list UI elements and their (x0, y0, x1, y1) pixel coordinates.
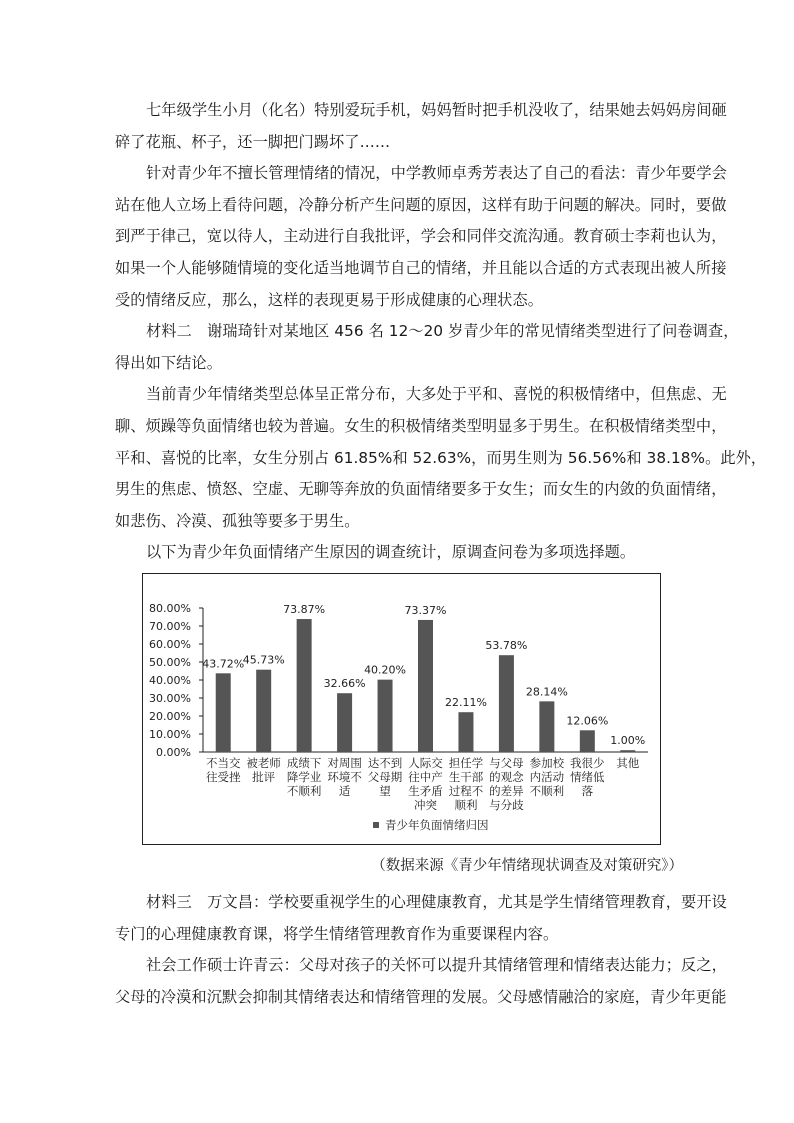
bar (499, 655, 514, 752)
x-tick-label: 批评 (252, 770, 276, 784)
x-tick-label: 的观念 (489, 770, 524, 784)
bar (256, 670, 271, 752)
text-line: 碎了花瓶、杯子，还一脚把门踢坏了…… (115, 132, 391, 151)
x-tick-label: 与父母 (489, 756, 524, 770)
data-label: 73.37% (404, 603, 447, 617)
x-tick-label: 生干部 (448, 770, 484, 784)
bar (418, 620, 433, 752)
text-line: 材料三 万文昌：学校要重视学生的心理健康教育，尤其是学生情绪管理教育，要开设 (146, 893, 727, 911)
x-tick-label: 与分歧 (489, 798, 524, 812)
chart-canvas (143, 574, 659, 843)
data-label: 73.87% (283, 603, 326, 617)
data-label: 40.20% (364, 663, 407, 677)
x-tick-label: 过程不 (448, 784, 484, 798)
text-line: 如果一个人能够随情境的变化适当地调节自己的情绪，并且能以合适的方式表现出被人所接 (115, 258, 727, 277)
x-tick-label: 担任学 (448, 756, 484, 770)
data-label: 12.06% (566, 714, 609, 728)
bar (297, 619, 312, 752)
paragraph-5 (115, 537, 683, 569)
x-tick-label: 冲突 (414, 798, 437, 812)
x-tick-label: 我很少 (570, 756, 605, 770)
data-label: 32.66% (323, 677, 366, 691)
x-tick-label: 父母期 (367, 770, 403, 784)
x-tick-label: 人际交 (408, 756, 443, 770)
text-line: 如悲伤、冷漠、孤独等要多于男生。 (115, 511, 360, 530)
text-block-bottom (115, 887, 727, 1013)
text-block-top (115, 95, 767, 569)
text-line: 到严于律己，宽以待人，主动进行自我批评，学会和同伴交流沟通。教育硕士李莉也认为， (115, 227, 727, 246)
bar (378, 680, 393, 752)
x-tick-label: 往受挫 (205, 770, 241, 784)
data-label: 28.14% (525, 685, 568, 699)
y-tick-label: 40.00% (149, 674, 191, 687)
legend-label: 青少年负面情绪归因 (385, 818, 489, 832)
y-tick-label: 20.00% (149, 710, 191, 723)
bar-chart (142, 573, 661, 845)
text-line: 当前青少年情绪类型总体呈正常分布，大多处于平和、喜悦的积极情绪中，但焦虑、无 (146, 385, 727, 404)
paragraph-2 (115, 158, 727, 316)
x-tick-label: 生矛盾 (408, 784, 443, 798)
paragraph-4 (115, 379, 767, 537)
x-tick-label: 顺利 (454, 798, 478, 812)
y-tick-label: 60.00% (149, 638, 191, 651)
x-tick-label: 不顺利 (286, 784, 322, 798)
x-tick-label: 落 (581, 784, 594, 798)
text-line: 得出如下结论。 (115, 353, 223, 372)
bar (620, 750, 635, 752)
y-tick-label: 30.00% (149, 692, 191, 705)
text-line: 针对青少年不擅长管理情绪的情况，中学教师卓秀芳表达了自己的看法：青少年要学会 (146, 164, 727, 183)
x-tick-label: 内活动 (529, 770, 565, 784)
x-tick-label: 被老师 (246, 756, 281, 770)
x-tick-label: 成绩下 (286, 756, 322, 770)
x-tick-label: 环境不 (327, 770, 362, 784)
text-line: 平和、喜悦的比率，女生分别占 61.85%和 52.63%，而男生则为 56.56%和 38.18%。此外， (115, 448, 767, 467)
paragraph-1 (115, 95, 727, 158)
text-line: 聊、烦躁等负面情绪也较为普遍。女生的积极情绪类型明显多于男生。在积极情绪类型中， (115, 416, 727, 435)
x-tick-label: 不顺利 (529, 784, 565, 798)
text-line: 男生的焦虑、愤怒、空虚、无聊等奔放的负面情绪要多于女生；而女生的内敛的负面情绪， (115, 480, 727, 499)
bar (216, 673, 231, 752)
y-tick-label: 50.00% (149, 656, 191, 669)
data-label: 43.72% (202, 657, 245, 671)
text-line: 社会工作硕士许青云：父母对孩子的关怀可以提升其情绪管理和情绪表达能力；反之， (146, 956, 727, 975)
text-line: 站在他人立场上看待问题，冷静分析产生问题的原因，这样有助于问题的解决。同时，要做 (115, 195, 727, 214)
x-tick-label: 对周围 (327, 756, 362, 770)
data-label: 1.00% (610, 734, 646, 748)
x-tick-label: 往中产 (408, 770, 443, 784)
text-line: 材料二 谢瑞琦针对某地区 456 名 12～20 岁青少年的常见情绪类型进行了问卷调查， (146, 322, 739, 341)
text-line: 以下为青少年负面情绪产生原因的调查统计，原调查问卷为多项选择题。 (146, 543, 636, 562)
x-tick-label: 的差异 (489, 784, 524, 798)
y-tick-label: 10.00% (149, 728, 191, 741)
x-tick-label: 降学业 (286, 770, 322, 784)
y-tick-label: 0.00% (156, 746, 191, 759)
text-line: 专门的心理健康教育课，将学生情绪管理教育作为重要课程内容。 (115, 924, 559, 943)
paragraph-7 (115, 950, 727, 1013)
x-tick-label: 达不到 (367, 756, 403, 770)
bar (458, 712, 473, 752)
x-tick-label: 其他 (616, 756, 640, 770)
x-tick-label: 望 (379, 784, 391, 798)
data-label: 45.73% (242, 653, 285, 667)
data-label: 22.11% (444, 696, 487, 710)
legend-swatch (373, 822, 379, 828)
x-tick-label: 参加校 (529, 756, 565, 770)
x-tick-label: 情绪低 (570, 770, 605, 784)
x-tick-label: 不当交 (205, 756, 241, 770)
text-line: 受的情绪反应，那么，这样的表现更易于形成健康的心理状态。 (115, 290, 544, 309)
paragraph-3 (115, 316, 739, 379)
y-tick-label: 70.00% (149, 620, 191, 633)
data-label: 53.78% (485, 639, 528, 653)
source-note: （数据来源《青少年情绪现状调查及对策研究》） (371, 858, 683, 874)
x-tick-label: 适 (338, 784, 351, 798)
y-tick-label: 80.00% (149, 602, 191, 615)
text-line: 七年级学生小月（化名）特别爱玩手机，妈妈暂时把手机没收了，结果她去妈妈房间砸 (146, 101, 727, 119)
text-line: 父母的冷漠和沉默会抑制其情绪表达和情绪管理的发展。父母感情融洽的家庭，青少年更能 (115, 987, 727, 1006)
bar (337, 693, 352, 752)
bar (580, 730, 595, 752)
bar (539, 701, 554, 752)
paragraph-6 (115, 887, 727, 950)
